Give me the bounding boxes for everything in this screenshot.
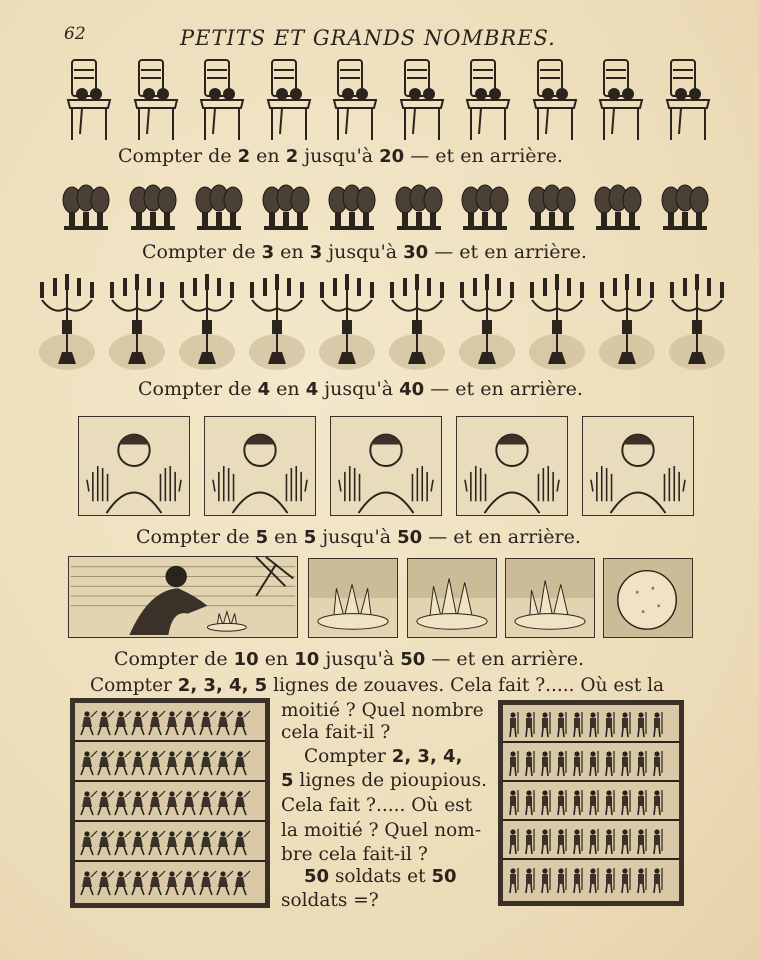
candelabra: [526, 272, 588, 372]
chair-with-balls: [64, 56, 116, 144]
chair-with-balls: [397, 56, 449, 144]
pioupious-line5: bre cela fait-il ?: [281, 844, 428, 865]
candelabra: [176, 272, 238, 372]
chair-with-balls: [131, 56, 183, 144]
candelabra: [246, 272, 308, 372]
page-number: 62: [64, 24, 86, 44]
chair-with-balls: [463, 56, 515, 144]
boy-showing-hands: [78, 416, 190, 516]
page-title: PETITS ET GRANDS NOMBRES.: [180, 26, 556, 50]
pioupious-line4: la moitié ? Quel nom-: [281, 820, 482, 841]
count-by-2-line: Compter de 2 en 2 jusqu'à 20 — et en arrière.: [118, 145, 563, 167]
candelabra: [666, 272, 728, 372]
egg-cup-group: [459, 180, 511, 232]
count-by-10-line: Compter de 10 en 10 jusqu'à 50 — et en arrière.: [114, 648, 584, 670]
pioupious-box: [498, 700, 684, 906]
candelabra: [316, 272, 378, 372]
pioupious-line3: Cela fait ?..... Où est: [281, 795, 473, 816]
candelabra: [386, 272, 448, 372]
pioupious-line6: 50 soldats et 50: [304, 866, 457, 887]
orange-sections-plate: [308, 558, 398, 638]
candelabra: [596, 272, 658, 372]
boy-showing-hands: [204, 416, 316, 516]
pioupious-line1: Compter 2, 3, 4,: [304, 746, 463, 767]
chair-with-balls: [596, 56, 648, 144]
boy-with-orange-scene: [68, 556, 298, 638]
chair-with-balls: [264, 56, 316, 144]
pioupious-line2: 5 lignes de pioupious.: [281, 770, 487, 791]
candelabra: [456, 272, 518, 372]
pioupious-line7: soldats =?: [281, 890, 379, 911]
count-by-3-line: Compter de 3 en 3 jusqu'à 30 — et en arrière.: [142, 241, 587, 263]
egg-cup-group: [393, 180, 445, 232]
boy-hands-illustration: [78, 416, 694, 516]
chair-with-balls: [663, 56, 715, 144]
egg-cup-group: [592, 180, 644, 232]
boy-showing-hands: [456, 416, 568, 516]
candelabra: [106, 272, 168, 372]
zouaves-box: [70, 698, 270, 908]
whole-orange: [603, 558, 693, 638]
boy-showing-hands: [582, 416, 694, 516]
orange-sections-plate: [407, 558, 497, 638]
chair-with-balls: [330, 56, 382, 144]
egg-cup-group: [60, 180, 112, 232]
chairs-illustration: [64, 56, 715, 144]
candelabras-illustration: [36, 272, 728, 372]
egg-cup-group: [659, 180, 711, 232]
zouaves-question-line1: Compter 2, 3, 4, 5 lignes de zouaves. Cela fait ?..... Où est la: [90, 675, 665, 696]
chair-with-balls: [530, 56, 582, 144]
boy-showing-hands: [330, 416, 442, 516]
egg-cup-group: [127, 180, 179, 232]
egg-cup-group: [526, 180, 578, 232]
count-by-5-line: Compter de 5 en 5 jusqu'à 50 — et en arrière.: [136, 526, 581, 548]
zouaves-question-line2: moitié ? Quel nombre: [281, 700, 484, 721]
egg-cup-group: [326, 180, 378, 232]
orange-sections-plate: [505, 558, 595, 638]
chair-with-balls: [197, 56, 249, 144]
eggs-illustration: [60, 180, 711, 232]
zouaves-question-line3: cela fait-il ?: [281, 722, 391, 743]
egg-cup-group: [260, 180, 312, 232]
candelabra: [36, 272, 98, 372]
egg-cup-group: [193, 180, 245, 232]
count-by-4-line: Compter de 4 en 4 jusqu'à 40 — et en arrière.: [138, 378, 583, 400]
